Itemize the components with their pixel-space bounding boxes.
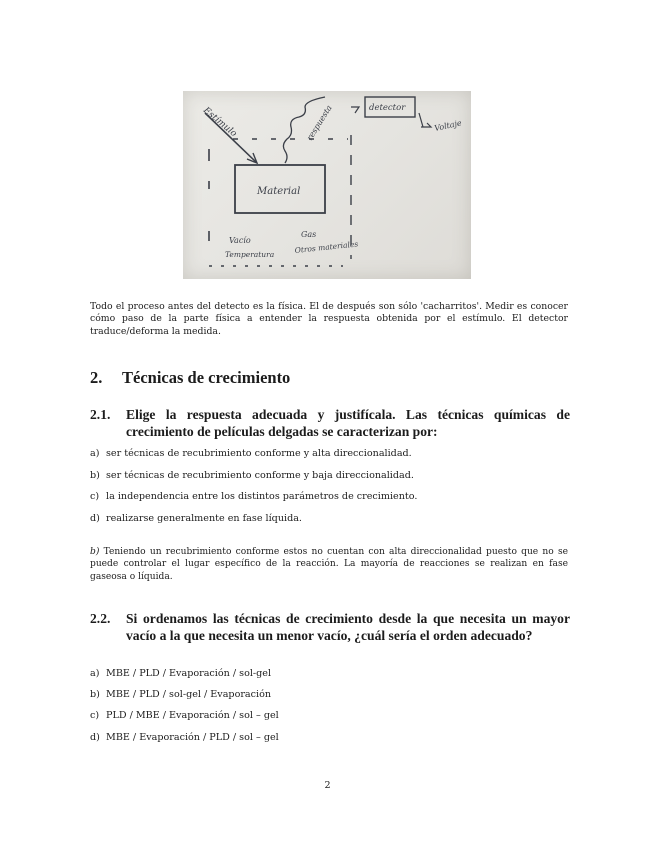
option-label: b) (90, 470, 100, 481)
option-label: d) (90, 513, 100, 524)
section-heading (90, 368, 290, 388)
handwritten-sketch-photo (183, 91, 471, 279)
label-otros: Otros materiales (294, 239, 359, 255)
option-b (90, 689, 570, 701)
question-2-1-heading (90, 407, 570, 440)
label-material: Material (257, 186, 301, 197)
option-d (90, 732, 570, 744)
option-text: ser técnicas de recubrimiento conforme y baja direccionalidad. (106, 470, 414, 481)
intro-paragraph: Todo el proceso antes del detecto es la física. El de después son sólo 'cacharritos'. Medir es conocer cómo paso de la parte física a entender la respuesta obtenida por el estímulo. El detector traduce/deforma la medida. (90, 301, 568, 337)
option-label: c) (90, 710, 100, 721)
option-a (90, 668, 570, 680)
option-b (90, 470, 570, 482)
option-a (90, 448, 570, 460)
sketch-drawing (183, 91, 471, 279)
label-gas: Gas (301, 230, 317, 239)
option-text: MBE / Evaporación / PLD / sol – gel (106, 732, 279, 743)
answer-paragraph (90, 546, 568, 583)
label-respuesta: respuesta (305, 103, 334, 143)
option-c (90, 710, 570, 722)
question-number: 2.2. (90, 611, 111, 626)
option-label: a) (90, 448, 100, 459)
option-label: c) (90, 491, 100, 502)
label-voltaje: Voltaje (433, 118, 463, 133)
question-text: Elige la respuesta adecuada y justifícala. Las técnicas químicas de crecimiento de películas delgadas se caracterizan por: (126, 407, 570, 439)
question-text: Si ordenamos las técnicas de crecimiento desde la que necesita un mayor vacío a la que necesita un menor vacío, ¿cuál sería el orden adecuado? (126, 611, 570, 643)
answer-text: Teniendo un recubrimiento conforme estos no cuentan con alta direccionalidad puesto que no se puede controlar el lugar específico de la reacción. La mayoría de reacciones se realizan en fase gaseosa o líquida. (90, 547, 568, 582)
label-vacio: Vacío (229, 236, 251, 245)
option-text: MBE / PLD / sol-gel / Evaporación (106, 689, 272, 700)
option-c (90, 491, 570, 503)
question-2-2-heading (90, 611, 570, 644)
page-number: 2 (324, 780, 331, 791)
question-number: 2.1. (90, 407, 111, 422)
option-text: realizarse generalmente en fase líquida. (106, 513, 302, 524)
option-text: MBE / PLD / Evaporación / sol-gel (106, 668, 272, 679)
label-estimulo: Estímulo (201, 105, 239, 140)
section-number: 2. (90, 368, 103, 387)
option-text: PLD / MBE / Evaporación / sol – gel (106, 710, 279, 721)
section-title: Técnicas de crecimiento (122, 368, 291, 387)
option-text: la independencia entre los distintos parámetros de crecimiento. (106, 491, 418, 502)
option-d (90, 513, 570, 525)
answer-letter: b) (90, 547, 100, 557)
label-detector: detector (369, 103, 406, 113)
option-text: ser técnicas de recubrimiento conforme y alta direccionalidad. (106, 448, 412, 459)
option-label: b) (90, 689, 100, 700)
option-label: d) (90, 732, 100, 743)
option-label: a) (90, 668, 100, 679)
label-temperatura: Temperatura (225, 250, 275, 259)
